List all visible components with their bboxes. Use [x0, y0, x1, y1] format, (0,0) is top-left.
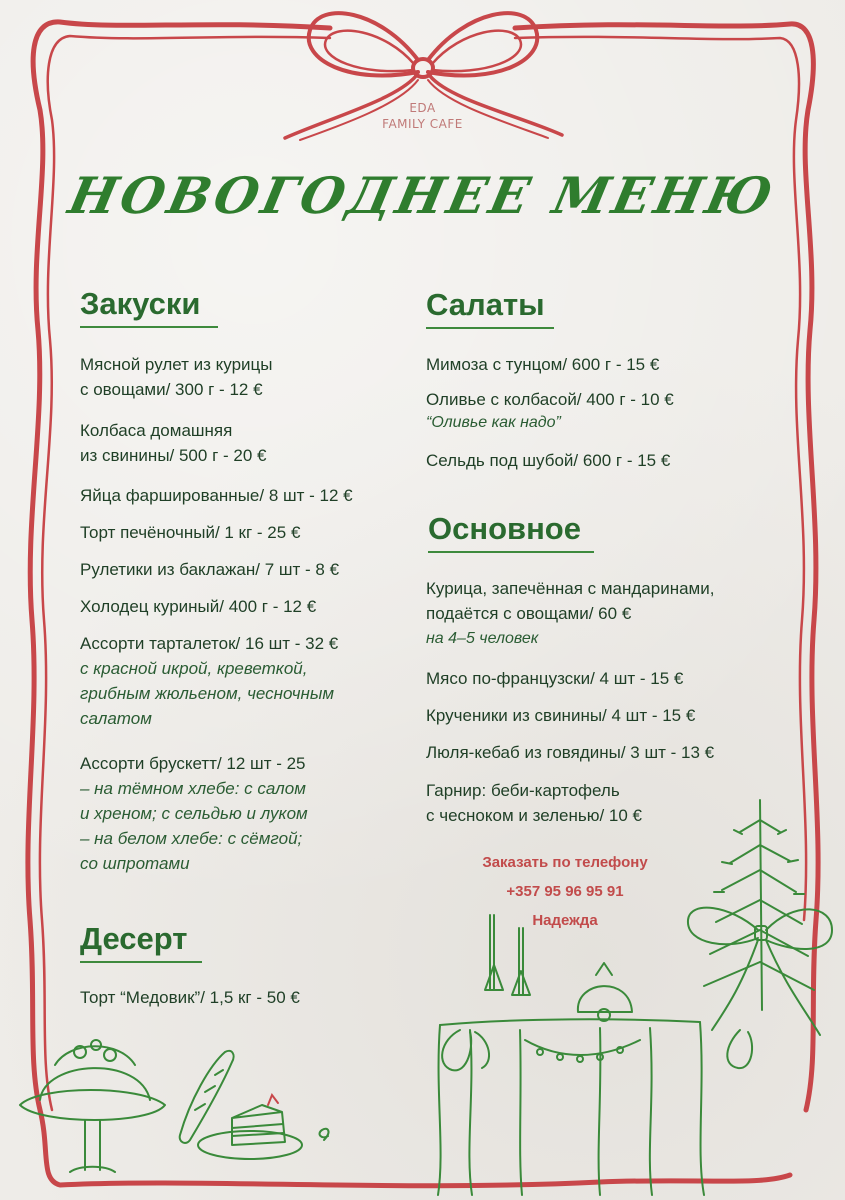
item-line: Ассорти брускетт/ 12 шт - 25: [80, 754, 306, 773]
item-line: Холодец куриный/ 400 г - 12 €: [80, 597, 317, 616]
section-heading-desert: Десерт: [80, 921, 202, 957]
item-note: – на белом хлебе: с сёмгой;: [80, 829, 303, 848]
item-line: Рулетики из баклажан/ 7 шт - 8 €: [80, 560, 340, 579]
menu-item: [80, 520, 300, 545]
section-heading-salaty: Салаты: [426, 287, 554, 323]
item-note: на 4–5 человек: [426, 630, 539, 647]
menu-item: [80, 985, 300, 1010]
item-line: с чесноком и зеленью/ 10 €: [426, 806, 642, 825]
menu-item: [426, 576, 714, 651]
section-heading-osnovnoe: Основное: [428, 511, 594, 547]
item-line: Гарнир: беби-картофель: [426, 781, 620, 800]
item-line: Колбаса домашняя: [80, 421, 233, 440]
item-line: Крученики из свинины/ 4 шт - 15 €: [426, 706, 696, 725]
item-line: подаётся с овощами/ 60 €: [426, 604, 632, 623]
item-line: Мимоза с тунцом/ 600 г - 15 €: [426, 355, 660, 374]
menu-item: [80, 418, 266, 468]
menu-item: [426, 666, 683, 691]
menu-item: [426, 740, 714, 765]
menu-item: [80, 631, 338, 731]
menu-item: [80, 751, 308, 876]
menu-item: [80, 594, 316, 619]
item-line: Ассорти тарталеток/ 16 шт - 32 €: [80, 634, 339, 653]
item-note: и хреном; с сельдью и луком: [80, 804, 308, 823]
item-line: Торт печёночный/ 1 кг - 25 €: [80, 523, 301, 542]
menu-item: [426, 778, 642, 828]
menu-item: [80, 557, 339, 582]
phone-number[interactable]: +357 95 96 95 91: [506, 883, 624, 900]
brand-line-2: FAMILY CAFE: [382, 117, 463, 131]
item-line: Торт “Медовик”/ 1,5 кг - 50 €: [80, 988, 300, 1007]
section-heading-zakuski: Закуски: [80, 286, 218, 322]
item-line: Курица, запечённая с мандаринами,: [426, 579, 715, 598]
cafe-logo-text: [0, 100, 845, 132]
contact-name: Надежда: [532, 912, 598, 929]
order-label: Заказать по телефону: [482, 854, 648, 871]
item-note: со шпротами: [80, 854, 190, 873]
item-line: Сельдь под шубой/ 600 г - 15 €: [426, 451, 671, 470]
item-line: Люля-кебаб из говядины/ 3 шт - 13 €: [426, 743, 715, 762]
item-line: из свинины/ 500 г - 20 €: [80, 446, 267, 465]
menu-item: [426, 352, 659, 377]
item-note: грибным жюльеном, чесночным: [80, 684, 335, 703]
menu-item: [80, 352, 273, 402]
menu-item: [80, 483, 353, 508]
item-note: – на тёмном хлебе: с салом: [80, 779, 306, 798]
item-note: с красной икрой, креветкой,: [80, 659, 308, 678]
item-line: Яйца фаршированные/ 8 шт - 12 €: [80, 486, 353, 505]
menu-item: [426, 448, 670, 473]
item-line: Оливье с колбасой/ 400 г - 10 €: [426, 390, 674, 409]
item-line: с овощами/ 300 г - 12 €: [80, 380, 263, 399]
page-title: НОВОГОДНЕЕ МЕНЮ: [63, 166, 782, 225]
item-line: Мясной рулет из курицы: [80, 355, 273, 374]
item-note: “Оливье как надо”: [426, 414, 561, 431]
item-note: салатом: [80, 709, 152, 728]
item-line: Мясо по-французски/ 4 шт - 15 €: [426, 669, 684, 688]
menu-item: [426, 387, 674, 434]
brand-line-1: EDA: [409, 101, 436, 115]
order-contact: [430, 848, 700, 935]
menu-item: [426, 703, 695, 728]
